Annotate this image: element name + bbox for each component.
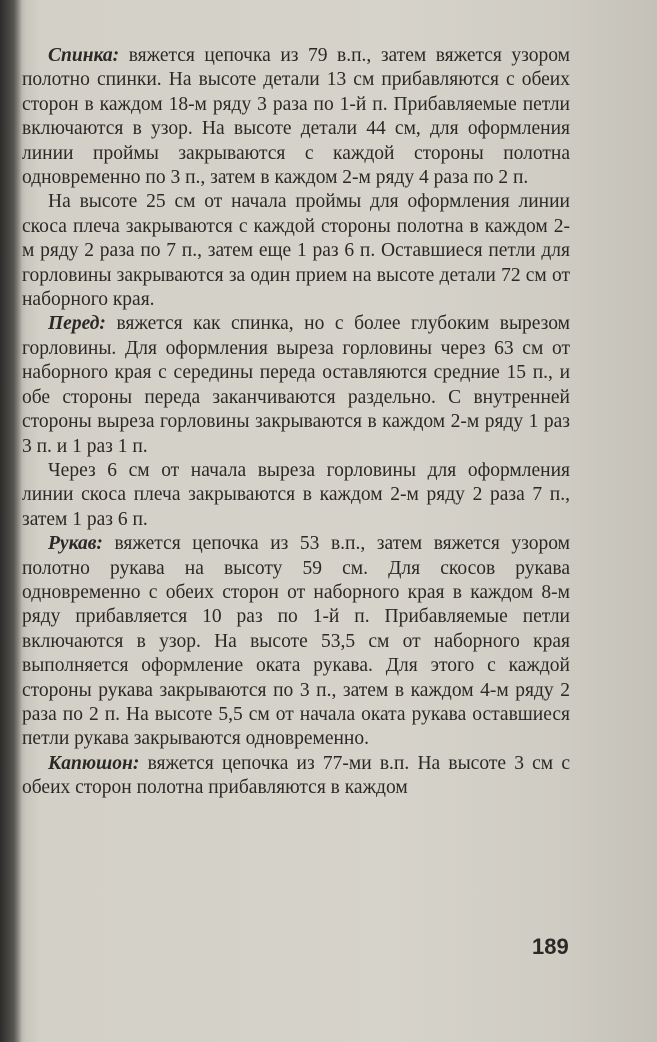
paragraph-front (22, 312, 570, 458)
paragraph-text: вяжется цепочка из 79 в.п., затем вяжется узором полотно спинки. На высоте детали 13 см прибавляются с обеих сторон в каждом 18-м ряду 3 раза по 1-й п. Прибавляемые петли включаются в узор. На высоте детали 44 см, для оформления линии проймы закрываются с каждой стороны полотна одновременно по 3 п., затем в каждом 2-м ряду 4 раза по 2 п. (22, 45, 570, 189)
text-body (22, 44, 570, 801)
paragraph-back (22, 44, 570, 190)
section-label-hood: Капюшон: (48, 752, 140, 774)
paragraph-sleeve (22, 532, 570, 752)
paragraph-text: Через 6 см от начала выреза горловины для оформления линии скоса плеча закрываются в каждом 2-м ряду 2 раза 7 п., затем 1 раз 6 п. (22, 459, 570, 530)
paragraph-shoulder (22, 190, 570, 312)
paragraph-text: вяжется как спинка, но с более глубоким вырезом горловины. Для оформления выреза горловины через 63 см от наборного края с середины переда оставляются средние 15 п., и обе стороны переда заканчиваются раздельно. С внутренней стороны выреза горловины закрываются в каждом 2-м ряду 1 раз 3 п. и 1 раз 1 п. (22, 313, 570, 457)
section-label-front: Перед: (48, 313, 106, 335)
section-label-sleeve: Рукав: (48, 533, 103, 555)
page-binding-shadow (0, 0, 22, 1042)
paragraph-text: вяжется цепочка из 53 в.п., затем вяжется узором полотно рукава на высоту 59 см. Для скосов рукава одновременно с обеих сторон от наборного края в каждом 8-м ряду прибавляется 10 раз по 1-й п. Прибавляемые петли включаются в узор. На высоте 53,5 см от наборного края выполняется оформление оката рукава. Для этого с каждой стороны рукава закрываются по 3 п., затем в каждом 4-м ряду 2 раза по 2 п. На высоте 5,5 см от начала оката рукава оставшиеся петли рукава закрываются одновременно. (22, 533, 570, 750)
paragraph-text: вяжется цепочка из 77-ми в.п. На высоте 3 см с обеих сторон полотна прибавляются в каждом (22, 752, 570, 799)
paragraph-neckline (22, 459, 570, 532)
paragraph-hood (22, 752, 570, 801)
page-number: 189 (532, 934, 569, 959)
paragraph-text: На высоте 25 см от начала проймы для оформления линии скоса плеча закрываются с каждой стороны полотна в каждом 2-м ряду 2 раза по 7 п., затем еще 1 раз 6 п. Оставшиеся петли для горловины закрываются за один прием на высоте детали 72 см от наборного края. (22, 191, 570, 311)
section-label-back: Спинка: (48, 45, 120, 66)
